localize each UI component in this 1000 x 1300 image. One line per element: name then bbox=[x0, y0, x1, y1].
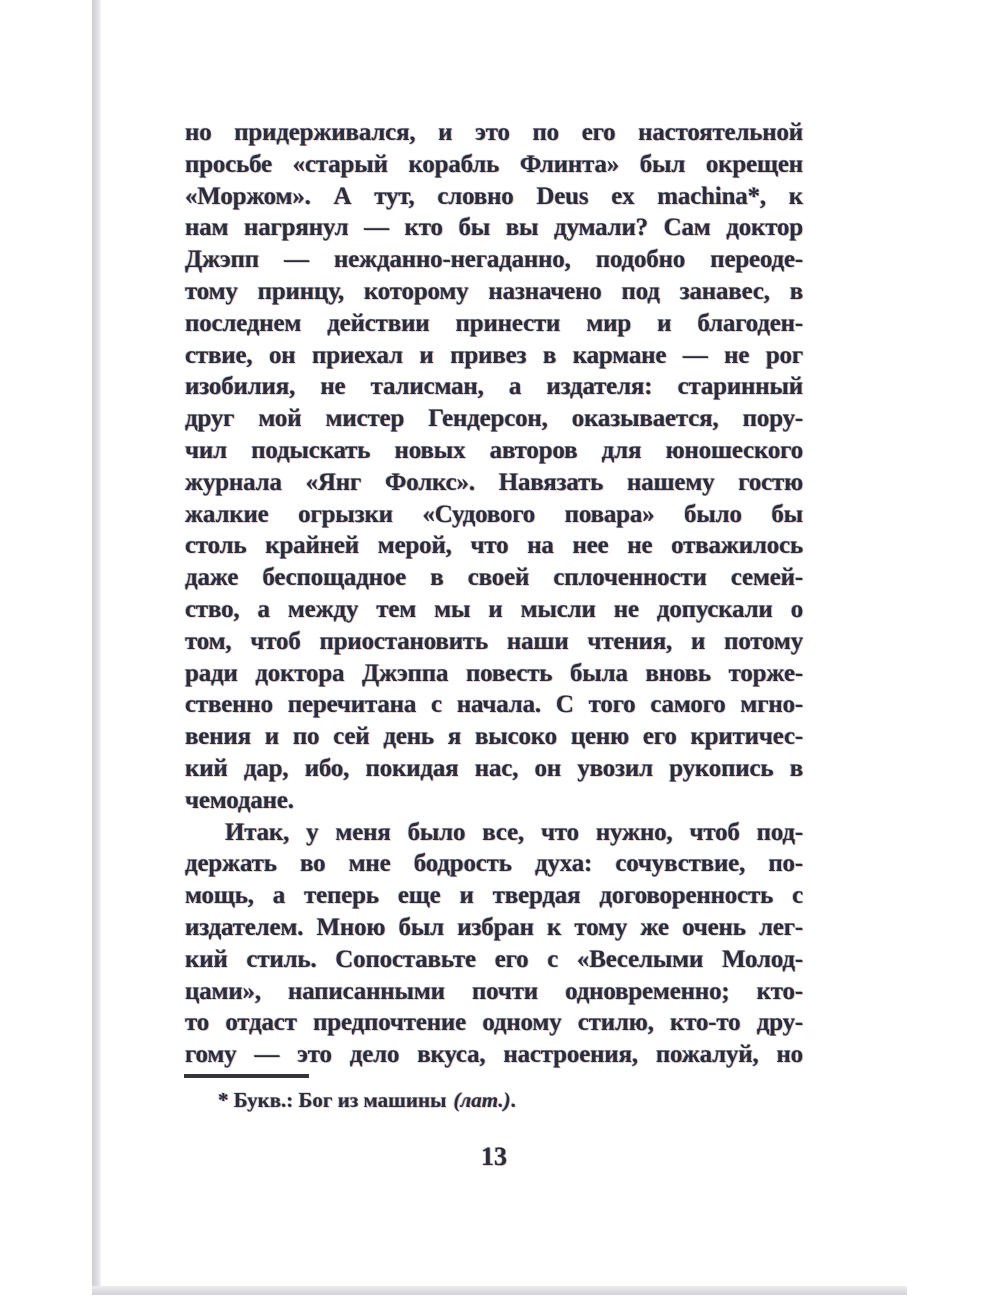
footnote-latin-note: (лат.) bbox=[453, 1088, 511, 1112]
text-line: «Моржом». А тут, словно Deus ex machina*, к bbox=[185, 182, 803, 210]
footnote-text: Букв.: Бог из машины bbox=[228, 1088, 447, 1112]
text-line: жалкие огрызки «Судового повара» было бы bbox=[185, 500, 803, 528]
text-line: столь крайней мерой, что на нее не отважилось bbox=[185, 532, 803, 560]
text-line: изобилия, не талисман, а издателя: старинный bbox=[185, 373, 803, 401]
text-line: чил подыскать новых авторов для юношеского bbox=[185, 436, 803, 464]
text-line: но придерживался, и это по его настоятельной bbox=[185, 119, 803, 146]
text-line: кий стиль. Сопоставьте его с «Веселыми Молод- bbox=[185, 945, 803, 973]
page-number: 13 bbox=[481, 1142, 507, 1171]
text-line: кий дар, ибо, покидая нас, он увозил рукопись в bbox=[185, 754, 803, 782]
footnote-separator-rule bbox=[184, 1074, 309, 1078]
text-line: тому принцу, которому назначено под занавес, в bbox=[185, 277, 803, 305]
text-line: вения и по сей день я высоко ценю его критичес- bbox=[185, 723, 803, 751]
text-line: ство, а между тем мы и мысли не допускали о bbox=[185, 595, 803, 623]
text-line: гому — это дело вкуса, настроения, пожалуй, но bbox=[185, 1041, 803, 1069]
text-line: просьбе «старый корабль Флинта» был окрещен bbox=[185, 150, 803, 178]
footnote-suffix: . bbox=[510, 1088, 516, 1112]
text-line: Джэпп — нежданно-негаданно, подобно переоде- bbox=[185, 246, 803, 274]
page-left-edge-shadow bbox=[92, 0, 101, 1294]
text-line: нам нагрянул — кто бы вы думали? Сам доктор bbox=[185, 214, 803, 242]
text-line: даже беспощадное в своей сплоченности семей- bbox=[185, 564, 803, 592]
text-line: чемодане. bbox=[185, 786, 294, 814]
text-line: том, чтоб приостановить наши чтения, и потому bbox=[185, 627, 803, 655]
text-line: мощь, а теперь еще и твердая договоренность с bbox=[185, 882, 803, 910]
text-line: последнем действии принести мир и благоден- bbox=[185, 309, 803, 337]
text-line: журнала «Янг Фолкс». Навязать нашему гостю bbox=[185, 468, 803, 496]
footnote-marker: * bbox=[218, 1088, 229, 1112]
text-line: друг мой мистер Гендерсон, оказывается, пору- bbox=[185, 405, 803, 433]
text-line: издателем. Мною был избран к тому же очень лег- bbox=[185, 913, 803, 941]
footnote bbox=[185, 1088, 803, 1113]
text-line: цами», написанными почти одновременно; кто- bbox=[185, 977, 803, 1005]
text-line: ствие, он приехал и привез в кармане — не рог bbox=[185, 341, 803, 369]
text-line: держать во мне бодрость духа: сочувствие, по- bbox=[185, 850, 803, 878]
text-line: ради доктора Джэппа повесть была вновь торже- bbox=[185, 659, 803, 687]
text-line: ственно перечитана с начала. С того самого мгно- bbox=[185, 691, 803, 719]
text-line: Итак, у меня было все, что нужно, чтоб под- bbox=[225, 818, 803, 846]
body-text bbox=[185, 117, 803, 1071]
page-bottom-edge-shadow bbox=[92, 1286, 907, 1295]
text-line: то отдаст предпочтение одному стилю, кто-то дру- bbox=[185, 1009, 803, 1037]
